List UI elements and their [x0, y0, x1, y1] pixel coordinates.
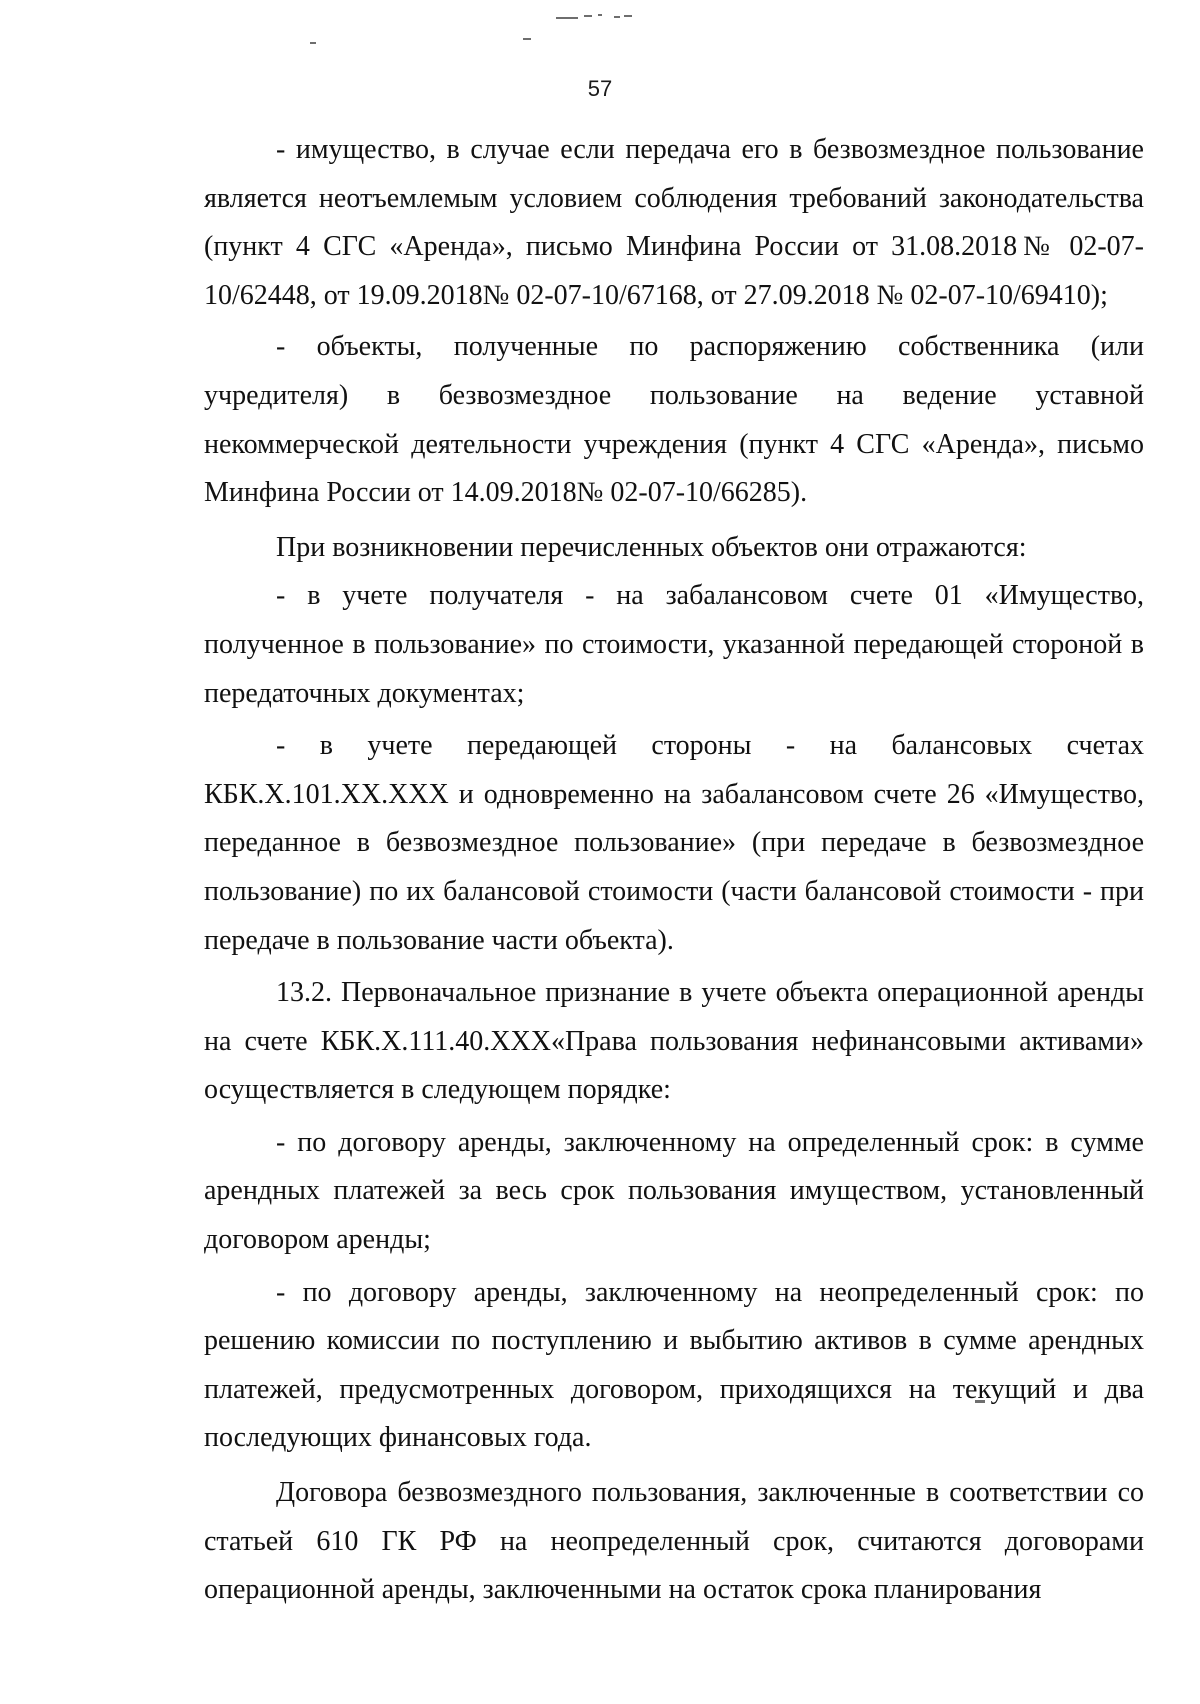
scan-artifact	[310, 42, 316, 44]
paragraph-fixed-term-lease: - по договору аренды, заключенному на определенный срок: в сумме арендных платежей за весь срок пользования имуществом, установленный договором аренды;	[204, 1126, 1144, 1256]
scan-artifact	[584, 15, 592, 17]
document-body	[204, 126, 1144, 1615]
paragraph-indefinite-term-lease: - по договору аренды, заключенному на неопределенный срок: по решению комиссии по поступлению и выбытию активов в сумме арендных платежей, предусмотренных договором, приходящихся на текущий и два последующих финансовых года.	[204, 1276, 1144, 1454]
scan-artifact	[598, 14, 602, 16]
paragraph-property-item: - имущество, в случае если передача его в безвозмездное пользование является неотъемлемым условием соблюдения требований законодательства (пункт 4 СГС «Аренда», письмо Минфина России от 31.08.2018№ 02-07-10/62448, от 19.09.2018№ 02-07-10/67168, от 27.09.2018 № 02-07-10/69410);	[204, 134, 1144, 311]
paragraph-recipient-accounting: - в учете получателя - на забалансовом счете 01 «Имущество, полученное в пользование» по стоимости, указанной передающей стороной в передаточных документах;	[204, 580, 1144, 709]
paragraph-transferor-accounting: - в учете передающей стороны - на балансовых счетах КБК.Х.101.ХХ.ХХХ и одновременно на забалансовом счете 26 «Имущество, переданное в безвозмездное пользование» (при передаче в безвозмездное пользование) по их балансовой стоимости (части балансовой стоимости - при передаче в пользование части объекта).	[204, 730, 1144, 956]
scan-artifact	[523, 38, 531, 40]
paragraph-objects-item: - объекты, полученные по распоряжению собственника (или учредителя) в безвозмездное пользование на ведение уставной некоммерческой деятельности учреждения (пункт 4 СГС «Аренда», письмо Минфина России от 14.09.2018№ 02-07-10/66285).	[204, 331, 1144, 509]
page-number: 57	[587, 76, 613, 101]
paragraph-free-use-contracts: Договора безвозмездного пользования, заключенные в соответствии со статьей 610 ГК РФ на неопределенный срок, считаются договорами операционной аренды, заключенными на остаток срока планирования	[204, 1477, 1144, 1606]
paragraph-recognition-intro: При возникновении перечисленных объектов они отражаются:	[276, 531, 1027, 563]
scan-artifact	[614, 16, 620, 18]
scan-artifact	[556, 17, 578, 19]
scan-artifact	[624, 15, 632, 17]
paragraph-section-13-2: 13.2. Первоначальное признание в учете объекта операционной аренды на счете КБК.Х.111.40.ХХХ«Права пользования нефинансовыми активами» осуществляется в следующем порядке:	[204, 977, 1144, 1106]
